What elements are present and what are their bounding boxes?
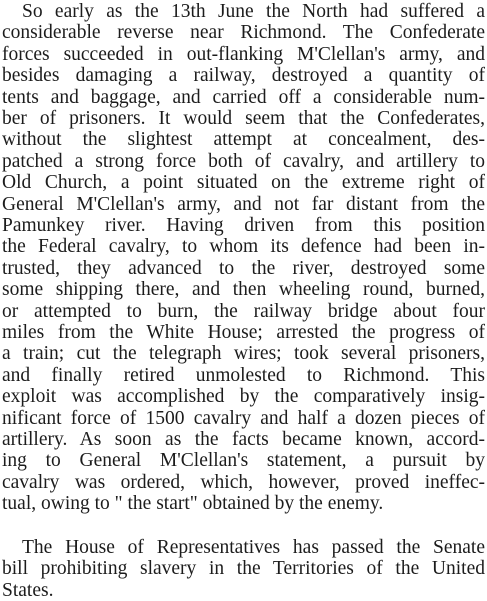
text-line: trusted, they advanced to the river, destroyed some [2, 257, 485, 279]
text-line: The House of Representatives has passed the Senate [22, 537, 485, 558]
text-line: So early as the 13th June the North had suffered a [22, 1, 485, 22]
text-line: miles from the White House; arrested the progress of [2, 322, 485, 343]
text-line: bill prohibiting slavery in the Territories of the United [2, 558, 485, 580]
text-line: considerable reverse near Richmond. The Confederate [2, 22, 485, 44]
text-line: ing to General M'Clellan's statement, a pursuit by [2, 450, 485, 472]
text-line: tents and baggage, and carried off a considerable num- [2, 86, 485, 108]
text-line: Old Church, a point situated on the extreme right of [2, 172, 485, 194]
text-line: artillery. As soon as the facts became known, accord- [2, 429, 485, 450]
text-line: ber of prisoners. It would seem that the Confederates, [2, 108, 485, 129]
text-line: cavalry was ordered, which, however, proved ineffec- [2, 471, 485, 493]
text-line: Pamunkey river. Having driven from this position [2, 215, 485, 236]
text-line: a train; cut the telegraph wires; took several prisoners, [2, 343, 485, 365]
text-line: or attempted to burn, the railway bridge about four [2, 300, 485, 322]
text-line: besides damaging a railway, destroyed a quantity of [2, 65, 485, 87]
text-line: the Federal cavalry, to whom its defence had been in- [2, 236, 485, 258]
text-line: States. [2, 579, 54, 601]
text-line: General M'Clellan's army, and not far distant from the [2, 193, 485, 215]
text-line: some shipping there, and then wheeling round, burned, [2, 279, 485, 301]
text-line: forces succeeded in out-flanking M'Clellan's army, and [2, 43, 485, 65]
text-line: without the slightest attempt at concealment, des- [2, 129, 485, 151]
text-line: and finally retired unmolested to Richmond. This [2, 364, 485, 386]
text-line: exploit was accomplished by the comparatively insig- [2, 386, 485, 408]
text-line: patched a strong force both of cavalry, and artillery to [2, 150, 485, 172]
text-line: nificant force of 1500 cavalry and half a dozen pieces of [2, 407, 485, 429]
text-line: tual, owing to " the start" obtained by the enemy. [2, 493, 384, 515]
